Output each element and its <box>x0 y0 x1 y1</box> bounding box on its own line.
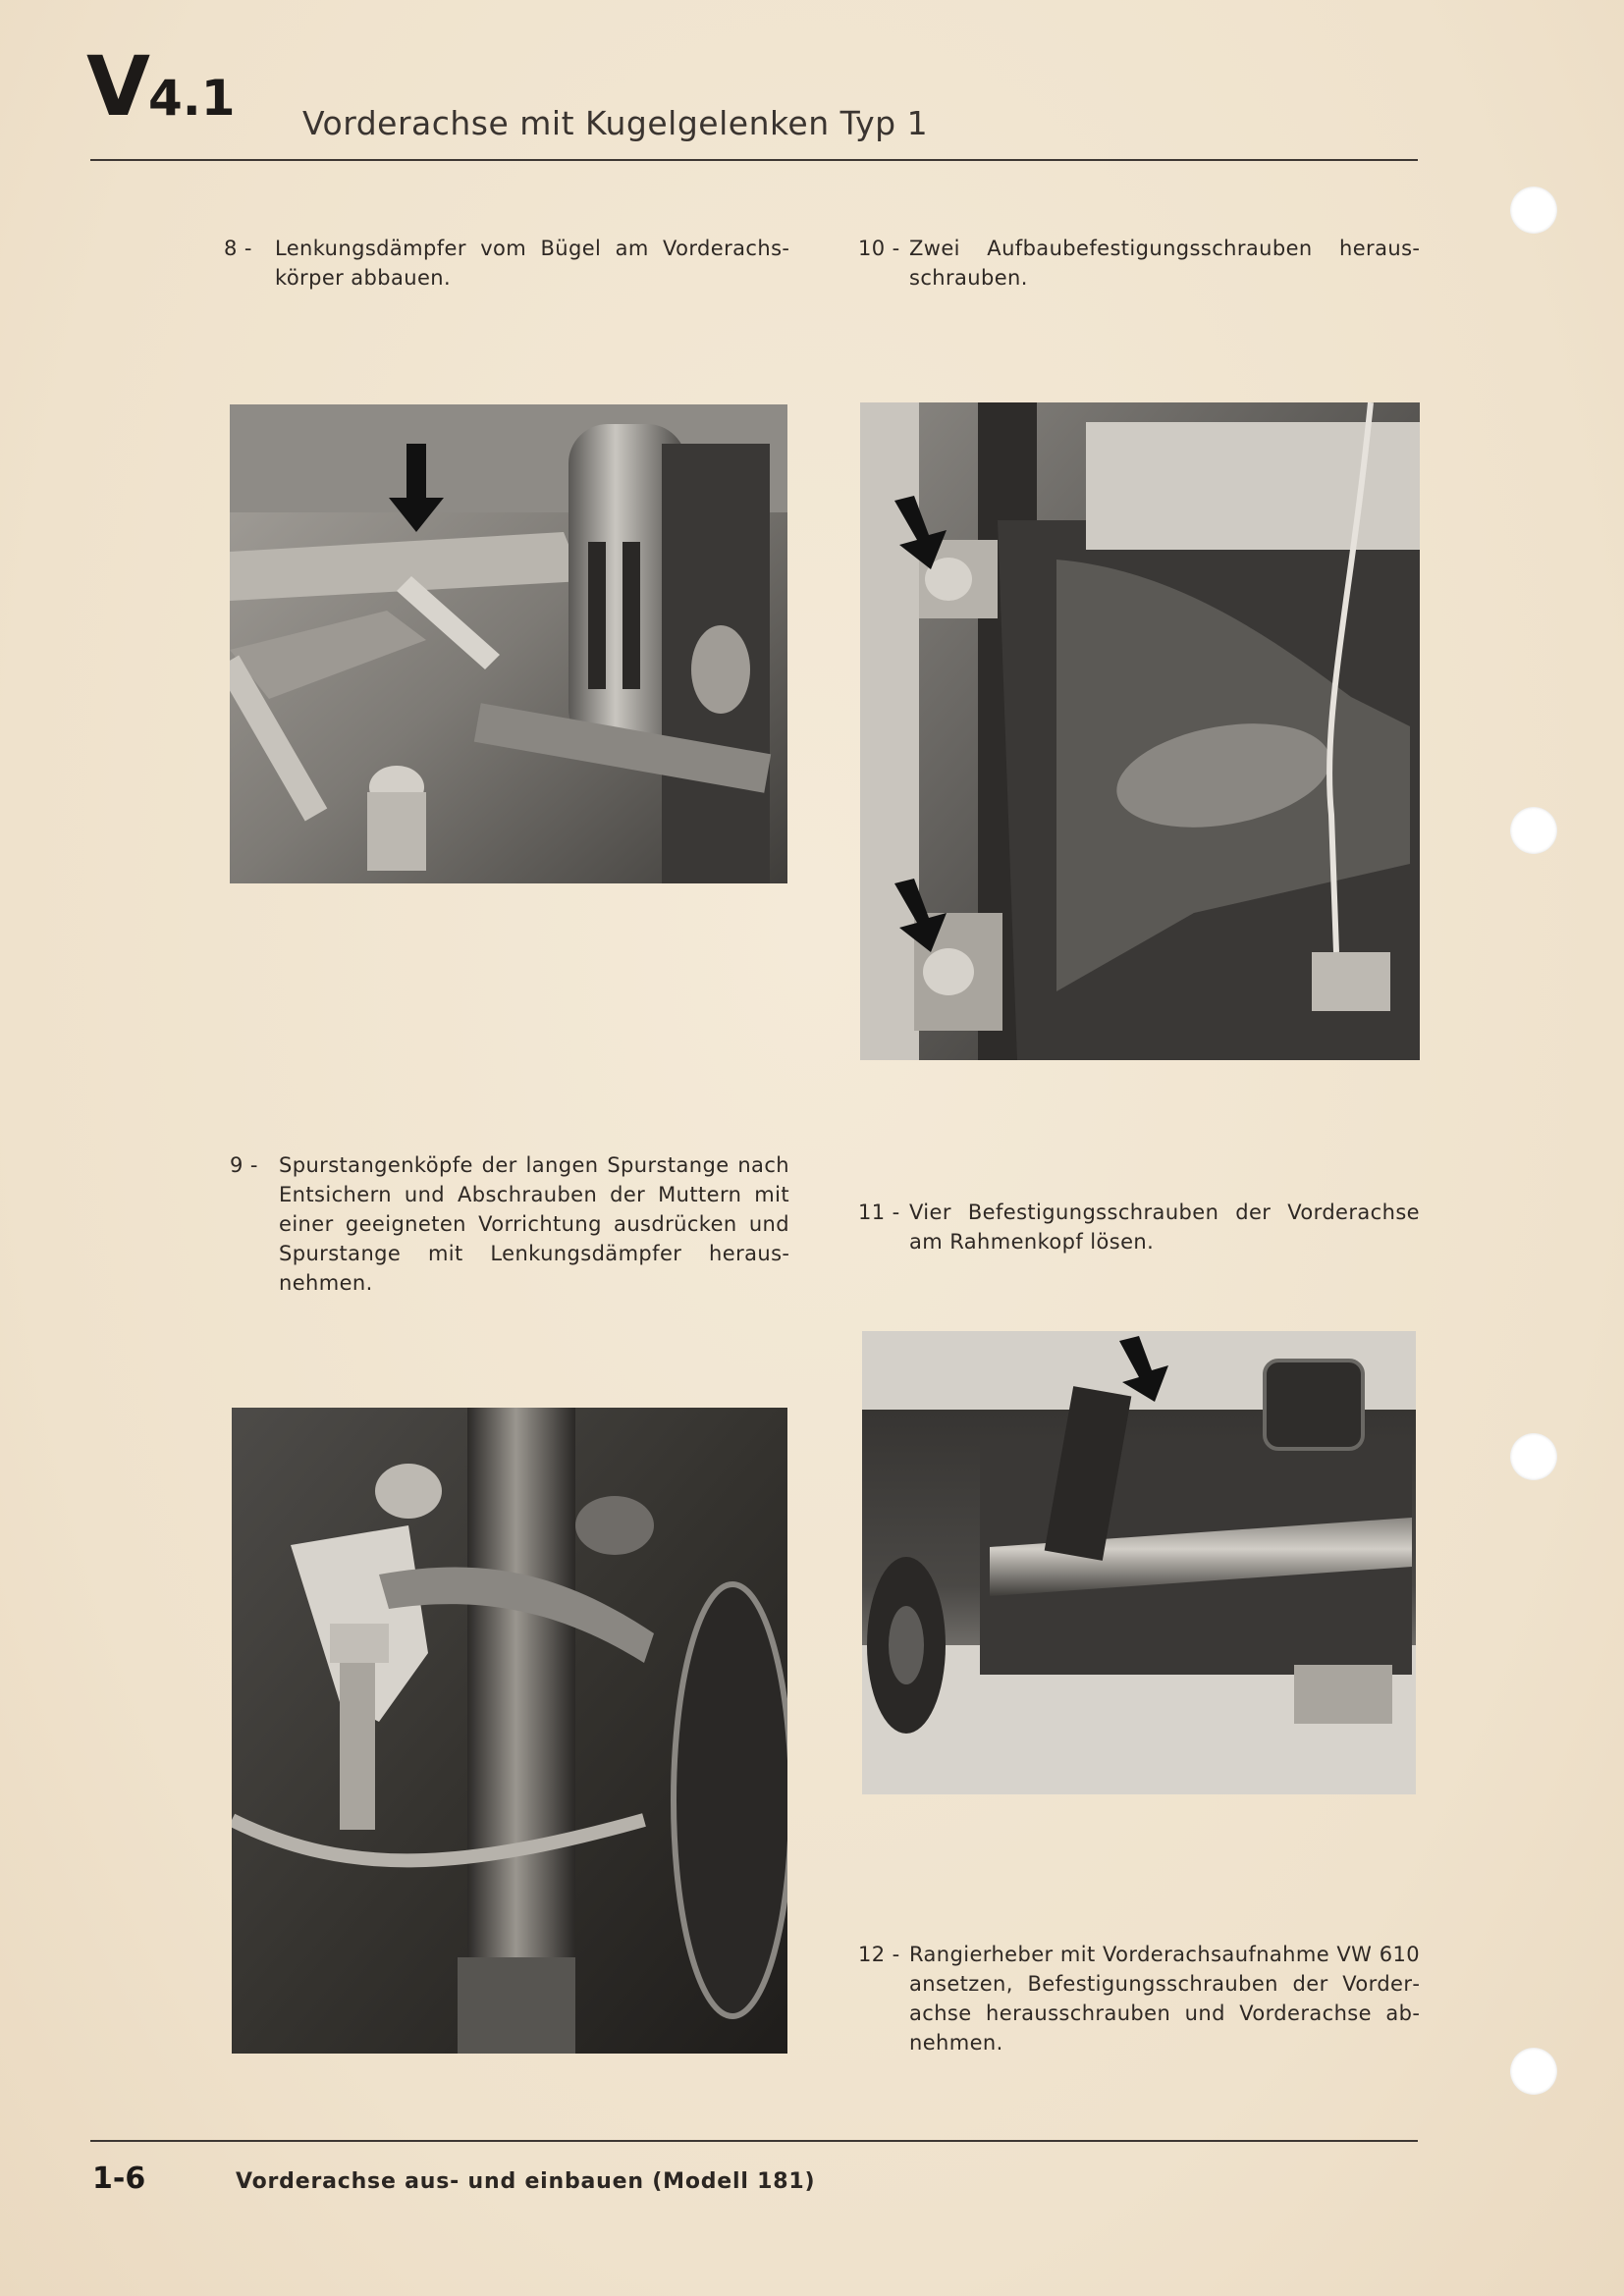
step-text: Vier Befestigungsschrauben der Vorderachse am Rahmenkopf lösen. <box>909 1201 1420 1254</box>
binder-hole <box>1510 807 1557 854</box>
step-number: 11 - <box>858 1201 900 1224</box>
step-text: Zwei Aufbaubefestigungsschrauben herausschrauben. <box>909 237 1420 290</box>
step-12 <box>858 1940 1420 2057</box>
photo-body-mounting-bolts <box>860 402 1420 1060</box>
photo-tie-rod-removal <box>232 1408 787 2054</box>
step-text: Rangierheber mit Vorderachsaufnahme VW 610 ansetzen, Befestigungsschrauben der Vorderachse herausschrauben und Vorderachse abnehmen. <box>909 1943 1420 2055</box>
step-text: Lenkungsdämpfer vom Bügel am Vorderachskörper abbauen. <box>275 237 789 290</box>
section-code <box>86 38 236 134</box>
section-code-number: 4.1 <box>148 70 236 127</box>
step-11 <box>858 1198 1420 1256</box>
step-number: 9 - <box>230 1153 258 1177</box>
header-rule <box>90 159 1418 161</box>
photo-steering-damper <box>230 404 787 883</box>
binder-hole <box>1510 2048 1557 2095</box>
binder-hole <box>1510 187 1557 234</box>
step-number: 8 - <box>224 237 252 260</box>
page-title: Vorderachse mit Kugelgelenken Typ 1 <box>302 104 929 142</box>
step-number: 10 - <box>858 237 900 260</box>
step-number: 12 - <box>858 1943 900 1966</box>
step-10 <box>858 234 1420 293</box>
photo-frame-head-bolts <box>862 1331 1416 1794</box>
footer-section-title: Vorderachse aus- und einbauen (Modell 181) <box>236 2169 816 2194</box>
footer-rule <box>90 2140 1418 2142</box>
binder-hole <box>1510 1433 1557 1480</box>
step-text: Spurstangenköpfe der langen Spurstange nach Entsichern und Abschrauben der Muttern mit einer geeigneten Vorrichtung ausdrücken und Spurstange mit Lenkungsdämpfer herausnehmen. <box>279 1153 789 1295</box>
step-9 <box>230 1150 789 1298</box>
step-8 <box>224 234 789 293</box>
page-number: 1-6 <box>92 2162 146 2196</box>
section-code-letter: V <box>86 38 149 134</box>
